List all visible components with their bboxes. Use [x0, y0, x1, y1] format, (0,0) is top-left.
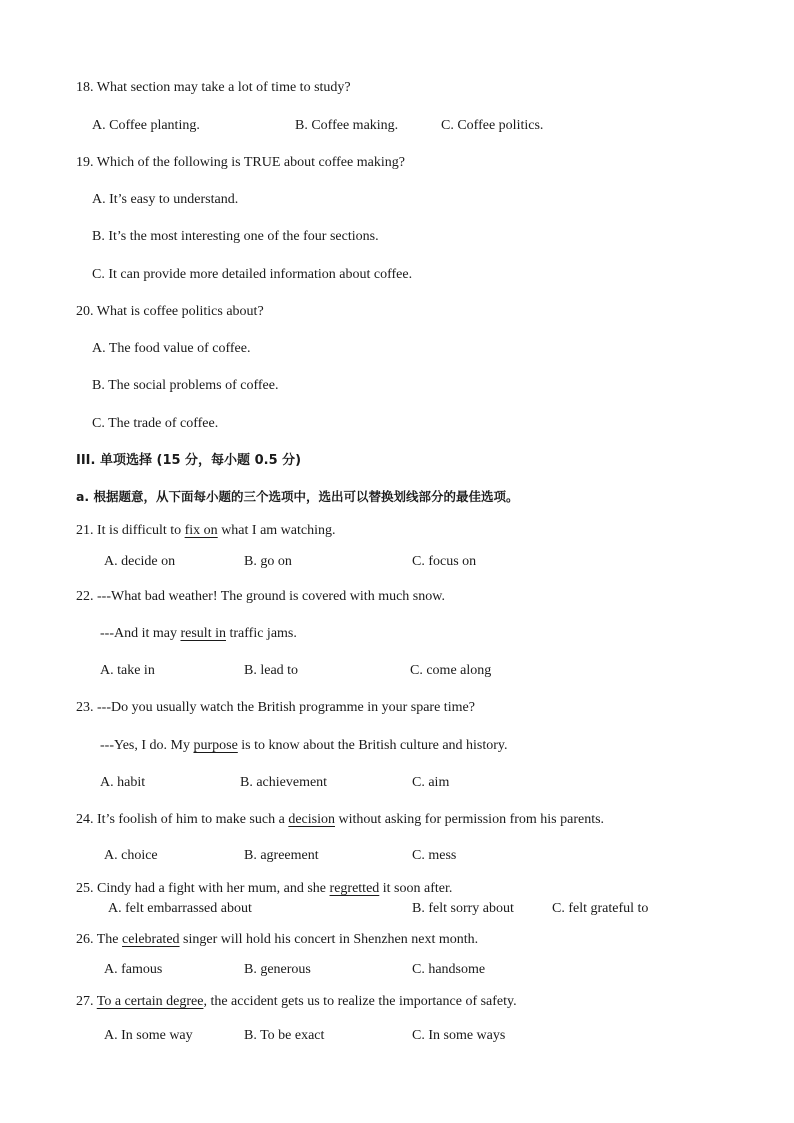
question-20-stem: 20. What is coffee politics about?: [76, 304, 264, 319]
q19-option-a: A. It’s easy to understand.: [92, 192, 239, 207]
q23-option-a: A. habit: [100, 775, 146, 790]
question-22-stem: 22. ---What bad weather! The ground is covered with much snow.: [76, 589, 445, 604]
q27-option-b: B. To be exact: [244, 1028, 325, 1043]
underlined-phrase: fix on: [184, 523, 218, 538]
question-26-stem: 26. The celebrated singer will hold his concert in Shenzhen next month.: [76, 932, 479, 947]
q24-option-b: B. agreement: [244, 848, 319, 863]
q22-option-b: B. lead to: [244, 663, 299, 678]
q22-option-c: C. come along: [410, 663, 492, 678]
underlined-phrase: purpose: [193, 738, 238, 753]
q25-option-c: C. felt grateful to: [552, 901, 649, 916]
q24-option-a: A. choice: [104, 848, 158, 863]
q20-option-a: A. The food value of coffee.: [92, 341, 251, 356]
underlined-phrase: decision: [288, 812, 335, 827]
q20-option-c: C. The trade of coffee.: [92, 416, 219, 431]
q26-option-b: B. generous: [244, 962, 311, 977]
q18-option-a: A. Coffee planting.: [92, 118, 200, 133]
question-27-stem: 27. To a certain degree, the accident gets us to realize the importance of safety.: [76, 994, 517, 1009]
q23-option-c: C. aim: [412, 775, 450, 790]
underlined-phrase: regretted: [329, 881, 380, 896]
q23-option-b: B. achievement: [240, 775, 328, 790]
q18-option-b: B. Coffee making.: [295, 118, 399, 133]
q25-option-a: A. felt embarrassed about: [108, 901, 252, 916]
q18-option-c: C. Coffee politics.: [441, 118, 544, 133]
underlined-phrase: To a certain degree: [96, 994, 204, 1009]
section-heading: III. 单项选择 (15 分，每小题 0.5 分): [76, 453, 302, 468]
q22-option-a: A. take in: [100, 663, 155, 678]
underlined-phrase: celebrated: [122, 932, 180, 947]
q21-option-c: C. focus on: [412, 554, 477, 569]
underlined-phrase: result in: [180, 626, 226, 641]
q19-option-b: B. It’s the most interesting one of the four sections.: [92, 229, 379, 244]
section-instructions: a. 根据题意，从下面每小题的三个选项中，选出可以替换划线部分的最佳选项。: [76, 489, 519, 504]
q27-option-a: A. In some way: [104, 1028, 193, 1043]
q26-option-c: C. handsome: [412, 962, 486, 977]
q25-option-b: B. felt sorry about: [412, 901, 514, 916]
q21-option-a: A. decide on: [104, 554, 176, 569]
q26-option-a: A. famous: [104, 962, 163, 977]
question-25-stem: 25. Cindy had a fight with her mum, and she regretted it soon after.: [76, 881, 453, 896]
question-22-response: ---And it may result in traffic jams.: [100, 626, 297, 641]
question-18-stem: 18. What section may take a lot of time to study?: [76, 80, 351, 95]
question-23-response: ---Yes, I do. My purpose is to know about the British culture and history.: [100, 738, 508, 753]
question-19-stem: 19. Which of the following is TRUE about coffee making?: [76, 155, 405, 170]
q21-option-b: B. go on: [244, 554, 292, 569]
question-21-stem: 21. It is difficult to fix on what I am watching.: [76, 523, 336, 538]
q19-option-c: C. It can provide more detailed information about coffee.: [92, 267, 413, 282]
q27-option-c: C. In some ways: [412, 1028, 506, 1043]
q20-option-b: B. The social problems of coffee.: [92, 378, 279, 393]
q24-option-c: C. mess: [412, 848, 457, 863]
question-24-stem: 24. It’s foolish of him to make such a decision without asking for permission from his parents.: [76, 812, 605, 827]
question-23-stem: 23. ---Do you usually watch the British programme in your spare time?: [76, 700, 475, 715]
